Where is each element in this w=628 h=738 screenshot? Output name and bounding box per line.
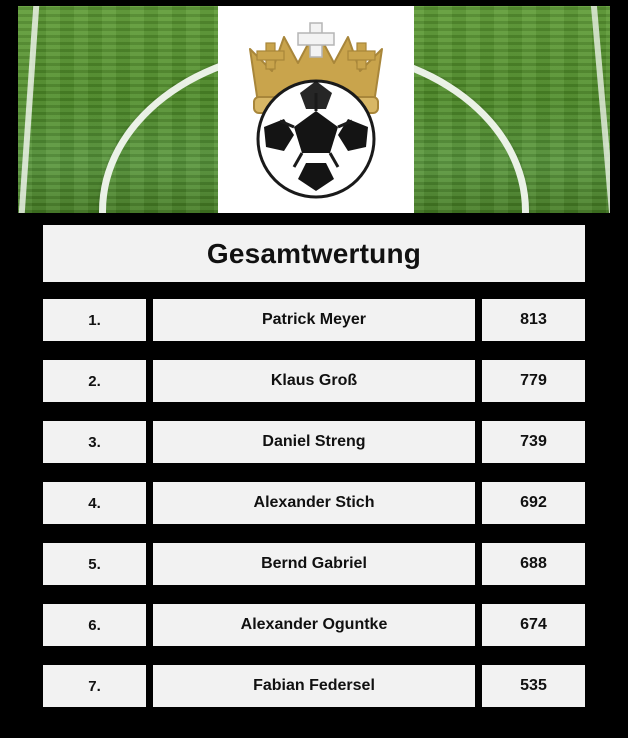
table-row xyxy=(43,604,585,646)
row-points: 779 xyxy=(482,360,585,402)
row-name: Bernd Gabriel xyxy=(153,543,475,585)
table-row xyxy=(43,299,585,341)
ranking-table xyxy=(43,299,585,726)
row-name: Fabian Federsel xyxy=(153,665,475,707)
row-rank: 1. xyxy=(43,299,146,341)
row-points: 674 xyxy=(482,604,585,646)
table-row xyxy=(43,665,585,707)
row-name: Klaus Groß xyxy=(153,360,475,402)
page-title xyxy=(43,225,585,282)
row-name: Daniel Streng xyxy=(153,421,475,463)
row-points: 692 xyxy=(482,482,585,524)
row-points: 535 xyxy=(482,665,585,707)
crown-soccer-ball-logo xyxy=(228,15,404,205)
row-name: Patrick Meyer xyxy=(153,299,475,341)
row-rank: 5. xyxy=(43,543,146,585)
row-rank: 6. xyxy=(43,604,146,646)
row-points: 813 xyxy=(482,299,585,341)
table-row xyxy=(43,360,585,402)
header-banner xyxy=(18,6,610,213)
row-rank: 2. xyxy=(43,360,146,402)
row-rank: 7. xyxy=(43,665,146,707)
table-row xyxy=(43,421,585,463)
row-points: 739 xyxy=(482,421,585,463)
logo-card xyxy=(218,6,414,213)
row-rank: 3. xyxy=(43,421,146,463)
row-name: Alexander Stich xyxy=(153,482,475,524)
table-row xyxy=(43,543,585,585)
page-title-text: Gesamtwertung xyxy=(206,237,422,269)
table-row xyxy=(43,482,585,524)
row-rank: 4. xyxy=(43,482,146,524)
row-name: Alexander Oguntke xyxy=(153,604,475,646)
row-points: 688 xyxy=(482,543,585,585)
